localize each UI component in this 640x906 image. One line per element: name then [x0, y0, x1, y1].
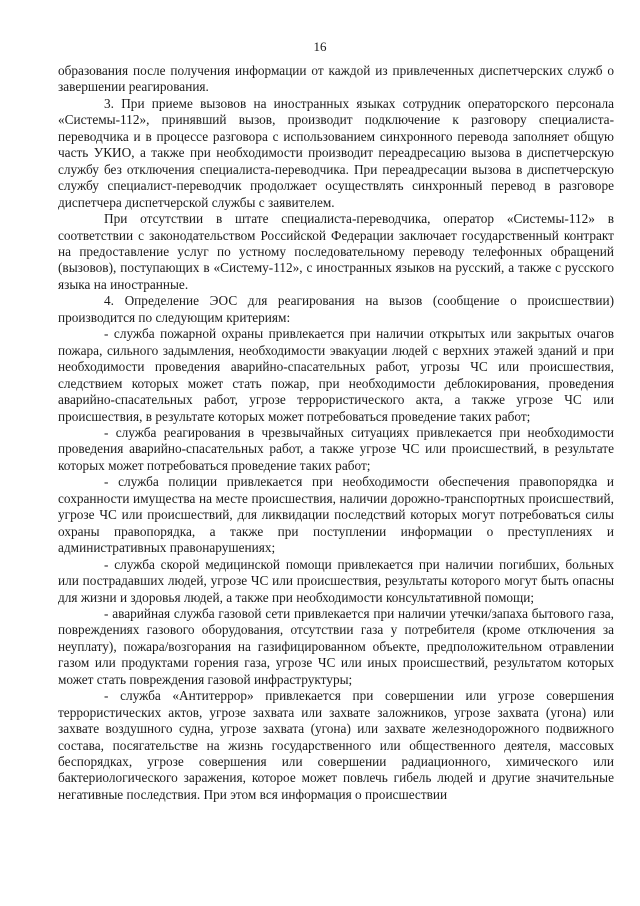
paragraph-item-4-criteria: 4. Определение ЭОС для реагирования на вызов (сообщение о происшествии) производится по следующим критериям: — [58, 293, 614, 325]
paragraph-fire-service: - служба пожарной охраны привлекается при наличии открытых или закрытых очагов пожара, сильного задымления, необходимости эвакуации людей с верхних этажей зданий и при необходимости проведения аварийно-спасательных работ, угрозы ЧС или происшествия, следствием которых может стать пожар, при необходимости деблокирования, проведения аварийно-спасательных работ, угрозе террористического акта, а также угрозе ЧС или происшествия, в результате которых может потребоваться проведение таких работ; — [58, 326, 614, 424]
paragraph-police-service: - служба полиции привлекается при необходимости обеспечения правопорядка и сохранности имущества на месте происшествия, наличии дорожно-транспортных происшествий, угрозе ЧС или происшествий, для ликвидации последствий которых могут потребоваться силы охраны правопорядка, а также при поступлении информации о преступлениях и административных правонарушениях; — [58, 474, 614, 556]
page-number: 16 — [313, 39, 327, 54]
paragraph-antiterror-service: - служба «Антитеррор» привлекается при совершении или угрозе совершения террористических актов, угрозе захвата или захвате заложников, угрозе захвата (угона) или захвате воздушного судна, угрозе захвата (угона) или захвате железнодорожного подвижного состава, посягательстве на жизнь государственного или общественного деятеля, массовых беспорядках, угрозе совершения или совершении радиационного, химического или бактериологического заражения, которое может повлечь гибель людей и другие значительные негативные последствия. При этом вся информация о происшествии — [58, 688, 614, 802]
paragraph-no-translator: При отсутствии в штате специалиста-переводчика, оператор «Системы-112» в соответствии с законодательством Российской Федерации заключает государственный контракт на предоставление услуг по устному последовательному переводу телефонных обращений (вызовов), поступающих в «Систему-112», с иностранных языков на русский, а также с русского языка на иностранные. — [58, 211, 614, 292]
paragraph-emergency-service: - служба реагирования в чрезвычайных ситуациях привлекается при необходимости проведения аварийно-спасательных работ, а также угрозе ЧС или происшествий, в результате которых может потребоваться проведение таких работ; — [58, 424, 614, 473]
paragraph-item-3-translation: 3. При приеме вызовов на иностранных языках сотрудник операторского персонала «Системы-112», принявший вызов, производит подключение к разговору специалиста-переводчика и в процессе разговора с использованием синхронного перевода заполняет общую часть УКИО, а также при необходимости производит переадресацию вызова в диспетчерскую службу без отключения специалиста-переводчика. При переадресации вызова в диспетчерскую службу специалист-переводчик продолжает осуществлять синхронный перевод в разговоре диспетчера диспетчерской службы с заявителем. — [58, 95, 614, 210]
paragraph-ambulance-service: - служба скорой медицинской помощи привлекается при наличии погибших, больных или пострадавших людей, угрозе ЧС или происшествия, результаты которого могут быть опасны для жизни и здоровья людей, а также при необходимости консультативной помощи; — [58, 556, 614, 605]
document-body — [58, 63, 614, 803]
paragraph-gas-service: - аварийная служба газовой сети привлекается при наличии утечки/запаха бытового газа, повреждениях газового оборудования, отсутствии газа у потребителя (кроме отключения за неуплату), пожара/возгорания на газифицированном объекте, предположительном отравлении газом или продуктами горения газа, угрозе ЧС или иных происшествий, результатом которых может стать повреждения газовой инфраструктуры; — [58, 605, 614, 687]
paragraph-continuation: образования после получения информации от каждой из привлеченных диспетчерских служб о завершении реагирования. — [58, 63, 614, 95]
